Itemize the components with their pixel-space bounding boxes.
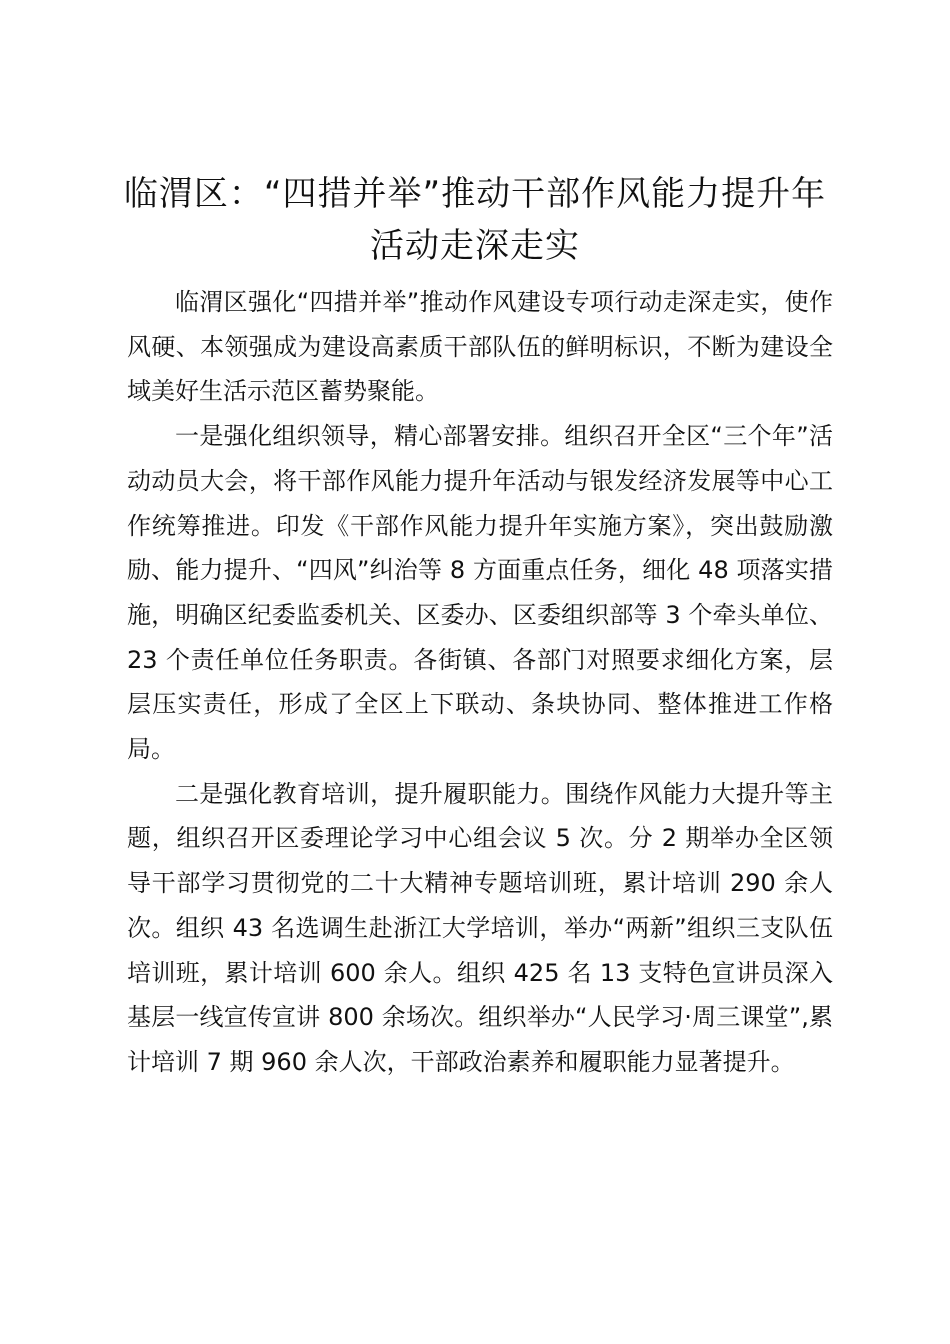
paragraph-measure-one: 一是强化组织领导，精心部署安排。组织召开全区“三个年”活动动员大会，将干部作风能力提升年活动与银发经济发展等中心工作统筹推进。印发《干部作风能力提升年实施方案》，突出鼓励激励、能力提升、“四风”纠治等 8 方面重点任务，细化 48 项落实措施，明确区纪委监委机关、区委办、区委组织部等 3 个牵头单位、23 个责任单位任务职责。各街镇、各部门对照要求细化方案，层层压实责任，形成了全区上下联动、条块协同、整体推进工作格局。 <box>127 422 833 764</box>
paragraph-measure-two: 二是强化教育培训，提升履职能力。围绕作风能力大提升等主题，组织召开区委理论学习中心组会议 5 次。分 2 期举办全区领导干部学习贯彻党的二十大精神专题培训班，累计培训 290 余人次。组织 43 名选调生赴浙江大学培训，举办“两新”组织三支队伍培训班，累计培训 600 余人。组织 425 名 13 支特色宣讲员深入基层一线宣传宣讲 800 余场次。组织举办“人民学习·周三课堂”,累计培训 7 期 960 余人次，干部政治素养和履职能力显著提升。 <box>127 779 833 1076</box>
paragraph-intro: 临渭区强化“四措并举”推动作风建设专项行动走深走实，使作风硬、本领强成为建设高素质干部队伍的鲜明标识，不断为建设全域美好生活示范区蓄势聚能。 <box>127 288 833 406</box>
document-body <box>127 280 833 1085</box>
document-title: 临渭区：“四措并举”推动干部作风能力提升年活动走深走实 <box>123 174 827 266</box>
